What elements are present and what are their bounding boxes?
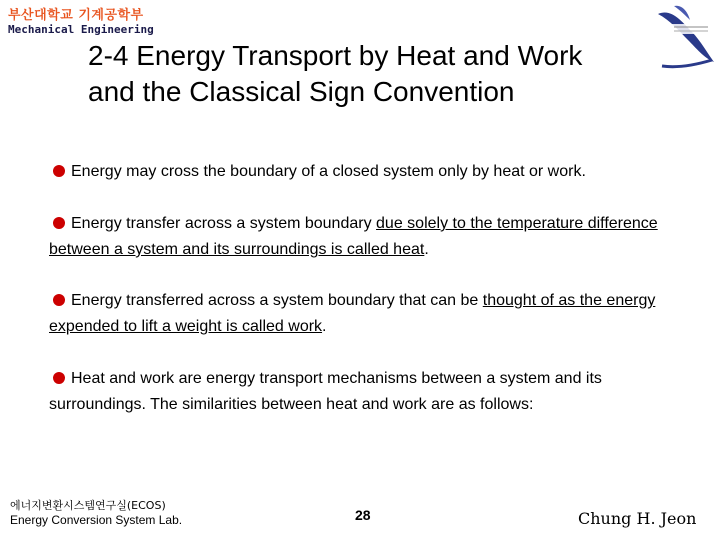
- title-line-1: 2-4 Energy Transport by Heat and Work: [88, 40, 583, 71]
- university-logo: [8, 8, 154, 36]
- bullet-2-underlined: due solely to the temperature difference between a system and its surroundings is called heat: [49, 215, 658, 258]
- bullet-3-underlined: thought of as the energy expended to lift a weight is called work: [49, 292, 656, 335]
- bullet-2-end: .: [424, 241, 429, 258]
- lab-name-korean: 에너지변환시스템연구실(ECOS): [10, 499, 166, 512]
- page-number: 28: [355, 507, 371, 523]
- bullet-dot-icon: [53, 165, 65, 177]
- bullet-dot-icon: [53, 217, 65, 229]
- bullet-4: [49, 366, 679, 418]
- bullet-4-text: Heat and work are energy transport mechanisms between a system and its surroundings. The similarities between heat and work are as follows:: [49, 370, 602, 413]
- logo-korean-text: 부산대학교 기계공학부: [8, 8, 144, 23]
- author-name: Chung H. Jeon: [578, 509, 697, 528]
- bullet-3-end: .: [322, 318, 327, 335]
- bullet-3: [49, 288, 679, 340]
- title-line-2: and the Classical Sign Convention: [88, 76, 515, 107]
- lab-name-english: Energy Conversion System Lab.: [10, 513, 183, 527]
- bullet-2-text: Energy transfer across a system boundary: [71, 215, 377, 232]
- bullet-3-text: Energy transferred across a system boundary that can be: [71, 292, 483, 309]
- university-emblem-icon: [652, 2, 718, 74]
- lab-footer: [10, 498, 182, 528]
- bullet-dot-icon: [53, 294, 65, 306]
- bullet-2: [49, 211, 679, 263]
- bullet-dot-icon: [53, 372, 65, 384]
- slide-title: [88, 38, 582, 110]
- bullet-1-text: Energy may cross the boundary of a closed system only by heat or work.: [71, 163, 586, 180]
- bullet-1: [49, 159, 679, 185]
- logo-english-text: Mechanical Engineering: [8, 23, 154, 36]
